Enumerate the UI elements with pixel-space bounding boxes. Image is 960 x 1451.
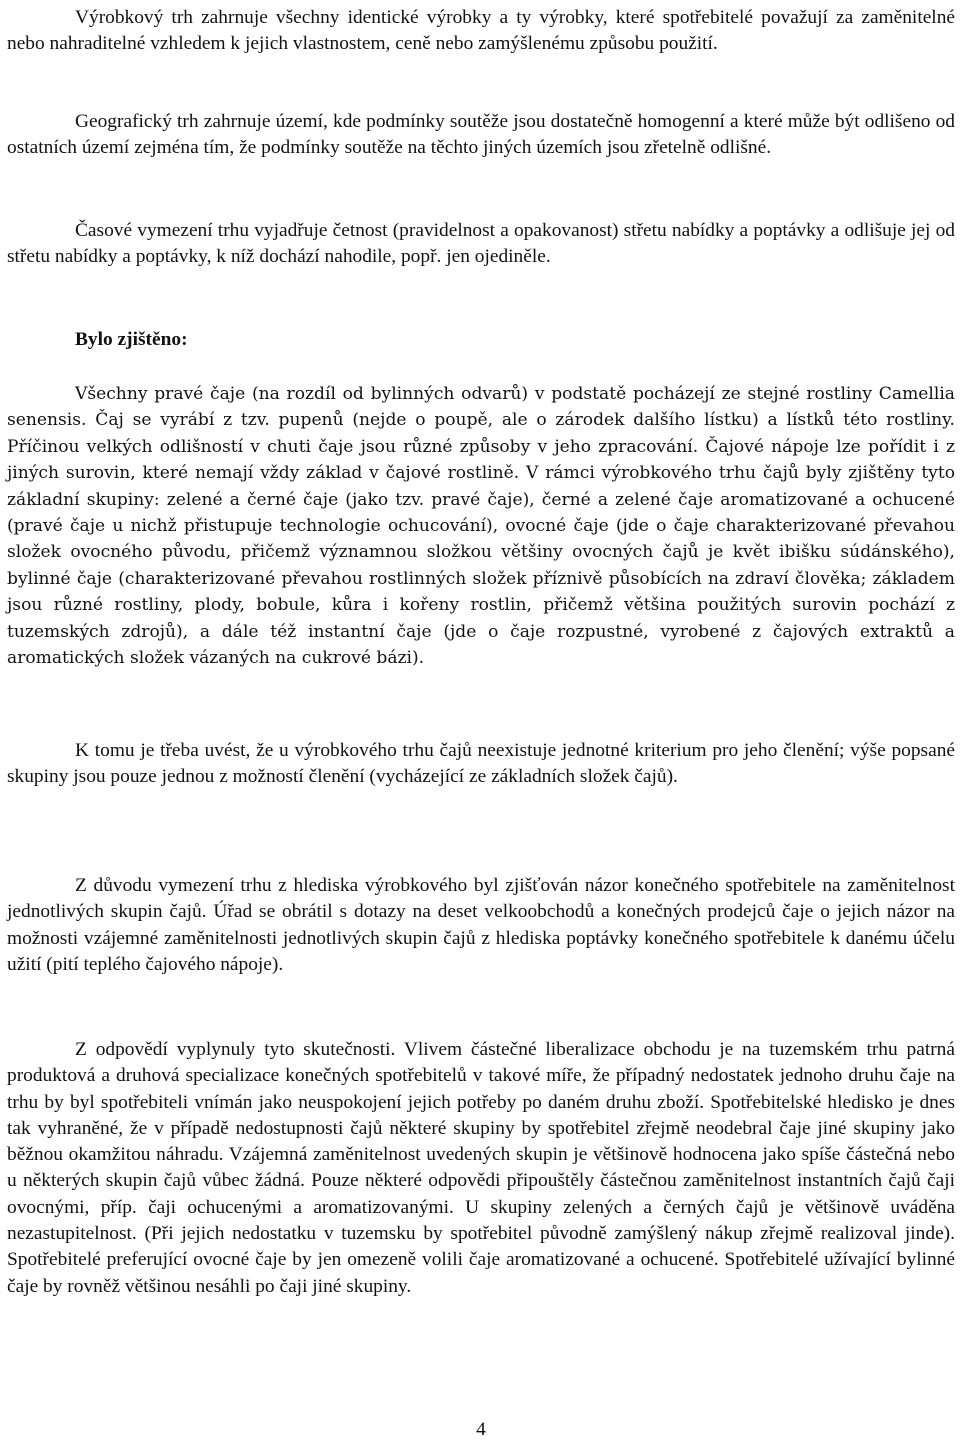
paragraph-tea-types: Všechny pravé čaje (na rozdíl od bylinných odvarů) v podstatě pocházejí ze stejné rostliny Camellia senensis. Čaj se vyrábí z tzv. pupenů (nejde o poupě, ale o zárodek dalšího lístku) a lístků této rostliny. Příčinou velkých odlišností v chuti čaje jsou různé způsoby v jeho zpracování. Čajové nápoje lze pořídit i z jiných surovin, které nemají vždy základ v čajové rostlině. V rámci výrobkového trhu čajů byly zjištěny tyto základní skupiny: zelené a černé čaje (jako tzv. pravé čaje), černé a zelené čaje aromatizované a ochucené (pravé čaje u nichž přistupuje technologie ochucování), ovocné čaje (jde o čaje charakterizované převahou složek ovocného původu, přičemž významnou složkou většiny ovocných čajů je květ ibišku súdánského), bylinné čaje (charakterizované převahou rostlinných složek příznivě působících na zdraví člověka; základem jsou různé rostliny, plody, bobule, kůra i kořeny rostlin, přičemž většina použitých surovin pochází z tuzemských zdrojů), a dále též instantní čaje (jde o čaje rozpustné, vyrobené z čajových extraktů a aromatických složek vázaných na cukrové bázi). (7, 384, 955, 669)
section-heading: Bylo zjištěno: (75, 329, 188, 350)
paragraph-note: K tomu je třeba uvést, že u výrobkového trhu čajů neexistuje jednotné kriterium pro jeho členění; výše popsané skupiny jsou pouze jednou z možností členění (vycházející ze základních složek čajů). (7, 740, 955, 788)
paragraph-geographic-market: Geografický trh zahrnuje území, kde podmínky soutěže jsou dostatečně homogenní a které může být odlišeno od ostatních území zejména tím, že podmínky soutěže na těchto jiných územích jsou zřetelně odlišné. (7, 111, 955, 159)
paragraph-reason: Z důvodu vymezení trhu z hlediska výrobkového byl zjišťován názor konečného spotřebitele na zaměnitelnost jednotlivých skupin čajů. Úřad se obrátil s dotazy na deset velkoobchodů a konečných prodejců čaje o jejich názor na možnosti vzájemné zaměnitelnosti jednotlivých skupin čajů z hlediska poptávky konečného spotřebitele k danému účelu užití (pití teplého čajového nápoje). (7, 875, 955, 975)
document-page (7, 0, 955, 1451)
paragraph-answers: Z odpovědí vyplynuly tyto skutečnosti. Vlivem částečné liberalizace obchodu je na tuzemském trhu patrná produktová a druhová specializace konečných spotřebitelů v takové míře, že případný nedostatek jednoho druhu čaje na trhu by byl spotřebiteli vnímán jako neuspokojení jejich potřeby po daném druhu zboží. Spotřebitelské hledisko je dnes tak vyhraněné, že v případě nedostupnosti čajů některé skupiny by spotřebitel zřejmě neodebral čaje jiné skupiny jako běžnou okamžitou náhradu. Vzájemná zaměnitelnost uvedených skupin je většinově hodnocena jako spíše částečná nebo u některých skupin čajů vůbec žádná. Pouze některé odpovědi připouštěly částečnou zaměnitelnost instantních čajů čaji ovocnými, příp. čaji ochucenými a aromatizovanými. U skupiny zelených a černých čajů je většinově uváděna nezastupitelnost. (Při jejich nedostatku v tuzemsku by spotřebitel původně zamýšlený nákup zřejmě realizoval jinde). Spotřebitelé preferující ovocné čaje by jen omezeně volili čaje aromatizované a ochucené. Spotřebitelé užívající bylinné čaje by rovněž většinou nesáhli po čaji jiné skupiny. (7, 1039, 955, 1297)
paragraph-time-market: Časové vymezení trhu vyjadřuje četnost (pravidelnost a opakovanost) střetu nabídky a poptávky a odlišuje jej od střetu nabídky a poptávky, k níž dochází nahodile, popř. jen ojediněle. (7, 220, 955, 268)
paragraph-product-market: Výrobkový trh zahrnuje všechny identické výrobky a ty výrobky, které spotřebitelé považují za zaměnitelné nebo nahraditelné vzhledem k jejich vlastnostem, ceně nebo zamýšlenému způsobu použití. (7, 7, 955, 55)
page-number: 4 (476, 1419, 486, 1440)
